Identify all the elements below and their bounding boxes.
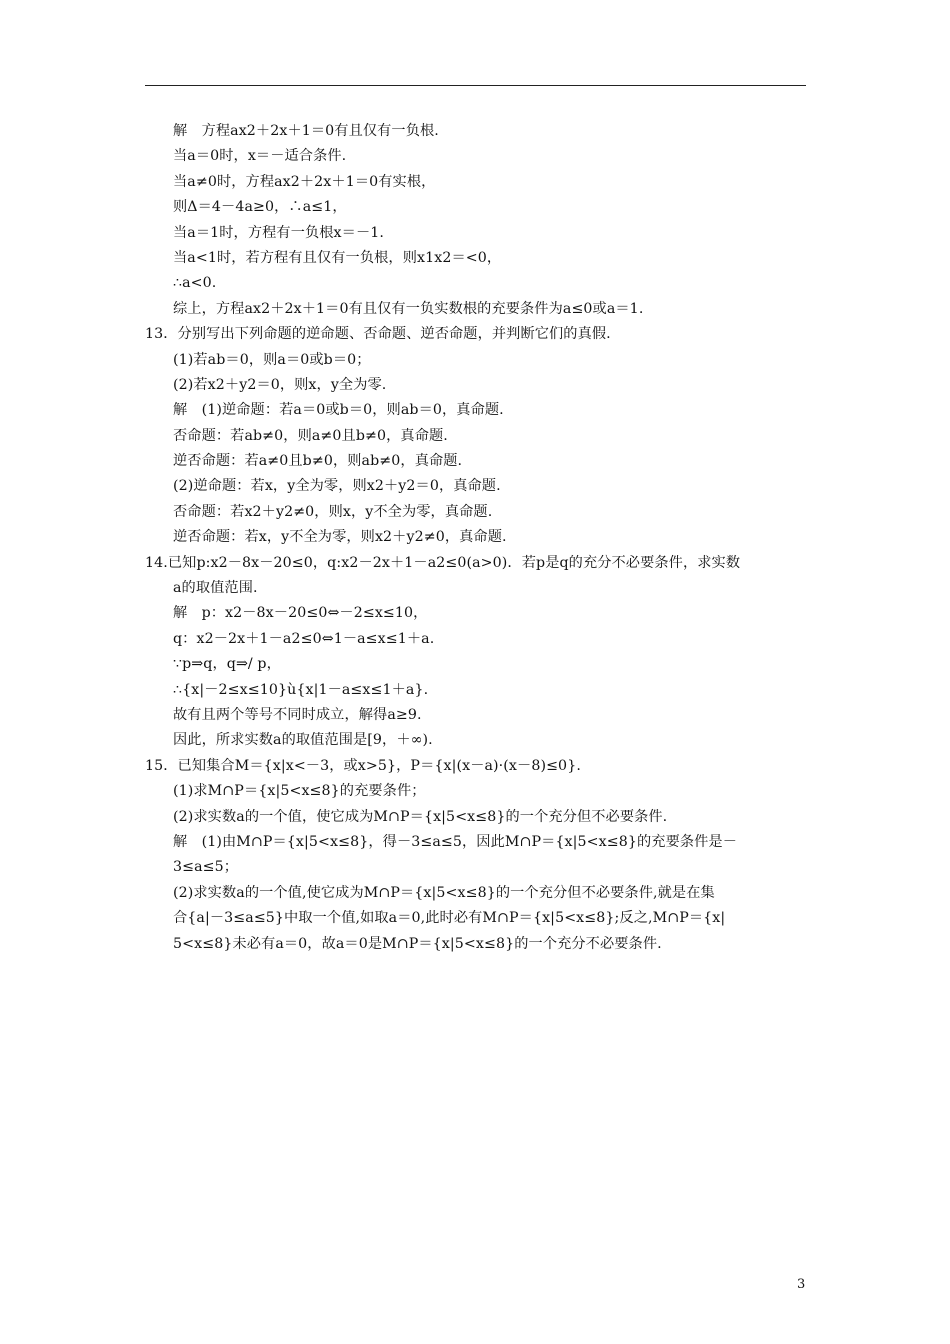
- text-line: (2)若x2＋y2＝0，则x，y全为零.: [173, 376, 387, 393]
- text-line: 14.已知p:x2－8x－20≤0，q:x2－2x＋1－a2≤0(a>0)．若p是q的充分不必要条件，求实数: [145, 554, 741, 571]
- page-number: 3: [797, 1277, 806, 1292]
- text-line: 逆否命题：若a≠0且b≠0，则ab≠0，真命题.: [173, 453, 463, 470]
- text-line: 当a＝1时，方程有一负根x＝－1.: [173, 224, 384, 241]
- text-line: 则Δ＝4－4a≥0，∴a≤1，: [173, 199, 347, 216]
- text-line: 当a≠0时，方程ax2＋2x＋1＝0有实根，: [173, 173, 436, 190]
- text-line: (2)求实数a的一个值,使它成为M∩P＝{x|5<x≤8}的一个充分但不必要条件,就是在集: [173, 884, 715, 901]
- header-rule: [145, 85, 806, 86]
- text-line: ∵p⇒q，q⇒/ p，: [173, 656, 281, 673]
- document-body: [145, 119, 810, 957]
- text-line: a的取值范围.: [173, 580, 258, 597]
- text-line: (1)若ab＝0，则a＝0或b＝0；: [173, 351, 371, 368]
- text-line: ∴a<0.: [173, 275, 217, 292]
- text-line: 5<x≤8}未必有a＝0，故a＝0是M∩P＝{x|5<x≤8}的一个充分不必要条件.: [173, 935, 662, 952]
- text-line: 否命题：若x2＋y2≠0，则x，y不全为零，真命题.: [173, 503, 493, 520]
- text-line: 解 p：x2－8x－20≤0⇔－2≤x≤10，: [173, 605, 428, 622]
- text-line: (1)求M∩P＝{x|5<x≤8}的充要条件；: [173, 783, 426, 800]
- text-line: 3≤a≤5；: [173, 859, 239, 876]
- text-line: 故有且两个等号不同时成立，解得a≥9.: [173, 706, 422, 723]
- text-line: 否命题：若ab≠0，则a≠0且b≠0，真命题.: [173, 427, 448, 444]
- text-line: (2)求实数a的一个值，使它成为M∩P＝{x|5<x≤8}的一个充分但不必要条件.: [173, 808, 668, 825]
- text-line: 13．分别写出下列命题的逆命题、否命题、逆否命题，并判断它们的真假.: [145, 326, 611, 343]
- text-line: 综上，方程ax2＋2x＋1＝0有且仅有一负实数根的充要条件为a≤0或a＝1.: [173, 300, 644, 317]
- text-line: ∴{x|－2≤x≤10}ù{x|1－a≤x≤1＋a}.: [173, 681, 429, 698]
- text-line: 当a＝0时，x＝－适合条件.: [173, 148, 347, 165]
- text-line: 逆否命题：若x，y不全为零，则x2＋y2≠0，真命题.: [173, 529, 507, 546]
- text-line: 因此，所求实数a的取值范围是[9，＋∞).: [173, 732, 433, 749]
- text-line: 当a<1时，若方程有且仅有一负根，则x1x2＝<0，: [173, 249, 502, 266]
- text-line: 解 (1)逆命题：若a＝0或b＝0，则ab＝0，真命题.: [173, 402, 504, 419]
- text-line: q：x2－2x＋1－a2≤0⇔1－a≤x≤1＋a.: [173, 630, 435, 647]
- text-line: 合{a|－3≤a≤5}中取一个值,如取a＝0,此时必有M∩P＝{x|5<x≤8};反之,M∩P＝{x|: [173, 910, 726, 927]
- text-line: 15．已知集合M＝{x|x<－3，或x>5}，P＝{x|(x－a)·(x－8)≤0}.: [145, 757, 581, 774]
- text-line: 解 (1)由M∩P＝{x|5<x≤8}，得－3≤a≤5，因此M∩P＝{x|5<x≤8}的充要条件是－: [173, 833, 738, 850]
- text-line: (2)逆命题：若x，y全为零，则x2＋y2＝0，真命题.: [173, 478, 501, 495]
- text-line: 解 方程ax2＋2x＋1＝0有且仅有一负根.: [173, 123, 439, 139]
